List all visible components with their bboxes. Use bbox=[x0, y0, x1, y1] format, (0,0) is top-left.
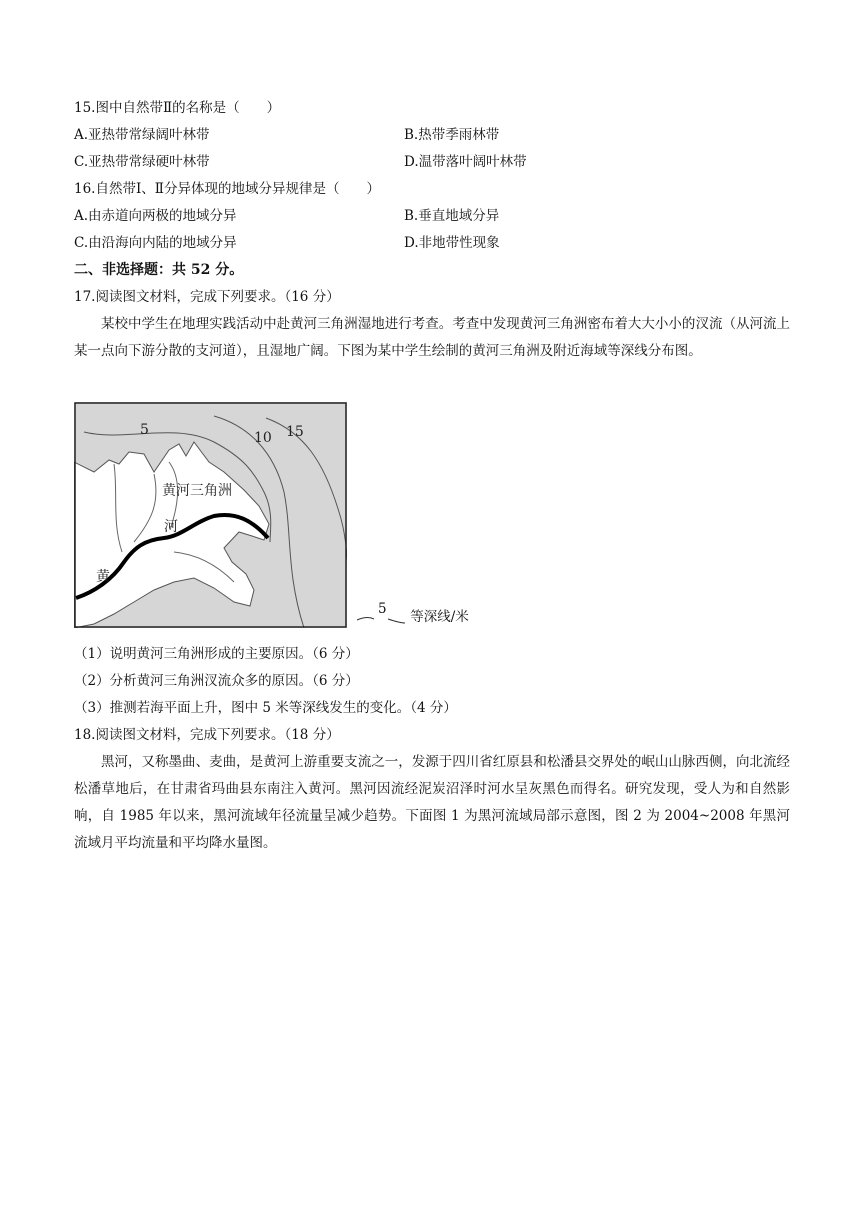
q15-option-a: A.亚热带常绿阔叶林带 bbox=[74, 127, 210, 143]
contour-label-15: 15 bbox=[286, 424, 304, 440]
legend-value: 5 bbox=[378, 601, 387, 617]
delta-isobath-map bbox=[74, 402, 478, 628]
delta-label: 黄河三角洲 bbox=[162, 483, 232, 499]
q16-option-a: A.由赤道向两极的地域分异 bbox=[74, 208, 237, 224]
q17-sub3: （3）推测若海平面上升，图中 5 米等深线发生的变化。（4 分） bbox=[74, 700, 457, 716]
contour-label-5: 5 bbox=[140, 422, 149, 438]
river-label-he: 河 bbox=[164, 519, 178, 535]
q17-sub1: （1）说明黄河三角洲形成的主要原因。（6 分） bbox=[74, 646, 359, 662]
q15-stem: 15.图中自然带Ⅱ的名称是（ ） bbox=[74, 100, 281, 116]
q15-option-c: C.亚热带常绿硬叶林带 bbox=[74, 154, 210, 170]
q16-option-c: C.由沿海向内陆的地域分异 bbox=[74, 235, 237, 251]
river-label-huang: 黄 bbox=[96, 569, 110, 585]
section-heading: 二、非选择题：共 52 分。 bbox=[74, 262, 244, 278]
q16-option-d: D.非地带性现象 bbox=[404, 235, 500, 251]
margin-area bbox=[347, 402, 478, 628]
legend-text: 等深线/米 bbox=[410, 609, 469, 625]
q18-stem: 18.阅读图文材料，完成下列要求。（18 分） bbox=[74, 727, 340, 743]
q16-option-b: B.垂直地域分异 bbox=[404, 208, 500, 224]
q15-option-d: D.温带落叶阔叶林带 bbox=[404, 154, 527, 170]
q17-material: 某校中学生在地理实践活动中赴黄河三角洲湿地进行考查。考查中发现黄河三角洲密布着大大小小的汊流（从河流上某一点向下游分散的支河道），且湿地广阔。下图为某中学生绘制的黄河三角洲及附近海域等深线分布图。 bbox=[74, 316, 790, 359]
q17-sub2: （2）分析黄河三角洲汊流众多的原因。（6 分） bbox=[74, 673, 359, 689]
contour-label-10: 10 bbox=[254, 430, 272, 446]
q15-option-b: B.热带季雨林带 bbox=[404, 127, 500, 143]
q17-stem: 17.阅读图文材料，完成下列要求。（16 分） bbox=[74, 289, 340, 305]
q18-material: 黑河，又称墨曲、麦曲，是黄河上游重要支流之一，发源于四川省红原县和松潘县交界处的岷山山脉西侧，向北流经松潘草地后，在甘肃省玛曲县东南注入黄河。黑河因流经泥炭沼泽时河水呈灰黑色而得名。研究发现，受人为和自然影响，自 1985 年以来，黑河流域年径流量呈减少趋势。下面图 1 为黑河流域局部示意图，图 2 为 2004~2008 年黑河流域月平均流量和平均降水量图。 bbox=[74, 754, 790, 851]
map-svg bbox=[74, 402, 478, 628]
map-legend bbox=[356, 601, 469, 625]
q16-stem: 16.自然带Ⅰ、Ⅱ分异体现的地域分异规律是（ ） bbox=[74, 181, 380, 197]
